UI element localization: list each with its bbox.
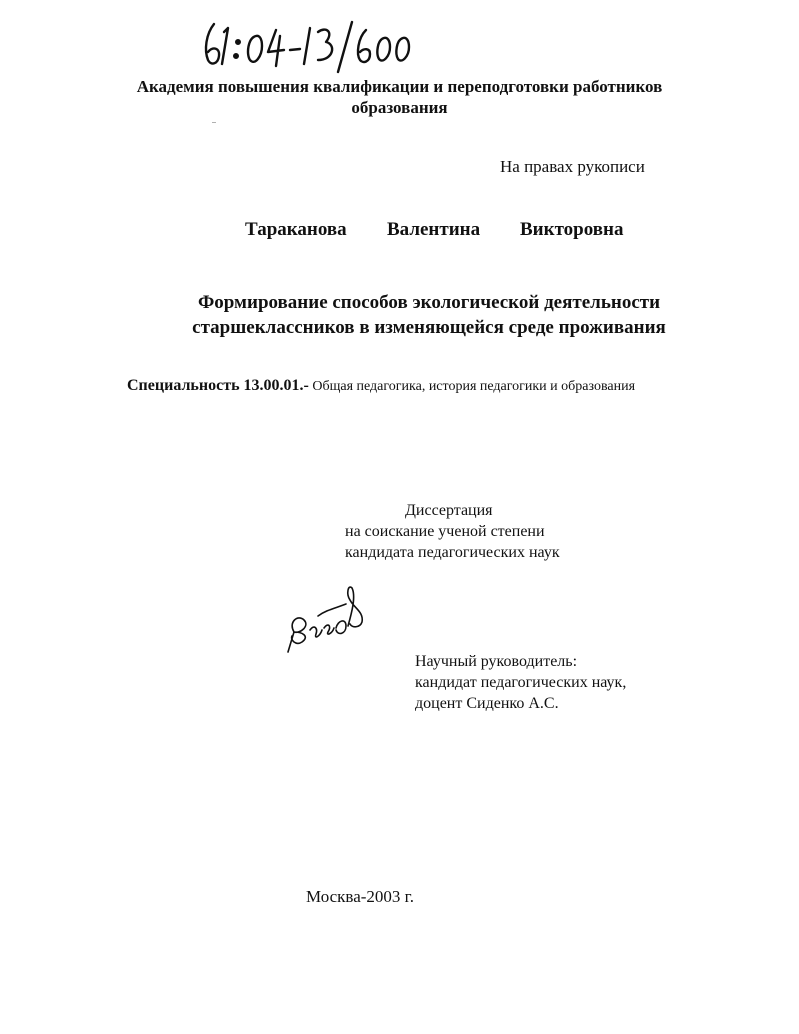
specialty-description: Общая педагогика, история педагогики и образования: [308, 379, 636, 394]
author-first-name: Валентина: [387, 219, 481, 240]
dissertation-line-2: на соискание ученой степени: [345, 523, 545, 540]
institution-name: [0, 76, 799, 118]
rights-note: На правах рукописи: [500, 157, 645, 176]
dissertation-line-3: кандидата педагогических наук: [345, 544, 560, 561]
author-last-name: Тараканова: [245, 219, 347, 240]
supervisor-line-1: Научный руководитель:: [415, 653, 578, 670]
dissertation-title: [0, 290, 799, 340]
catalog-number-handwritten: [200, 16, 415, 74]
author-patronymic: Викторовна: [520, 219, 624, 240]
title-line-1: Формирование способов экологической деятельности: [197, 292, 661, 313]
scan-artifact: [212, 122, 216, 123]
dissertation-block: [345, 500, 560, 563]
specialty-label: Специальность 13.00.01.-: [127, 377, 309, 394]
supervisor-block: [415, 651, 626, 714]
supervisor-line-3: доцент Сиденко А.С.: [415, 695, 559, 712]
institution-line-1: Академия повышения квалификации и переподготовки работников: [136, 77, 663, 96]
dissertation-line-1: Диссертация: [405, 502, 493, 519]
signature: [280, 582, 375, 654]
title-line-2: старшеклассников в изменяющейся среде проживания: [192, 317, 666, 338]
supervisor-line-2: кандидат педагогических наук,: [415, 674, 627, 691]
specialty: [127, 377, 635, 395]
institution-line-2: образования: [351, 98, 448, 117]
city-year: Москва-2003 г.: [306, 887, 414, 906]
